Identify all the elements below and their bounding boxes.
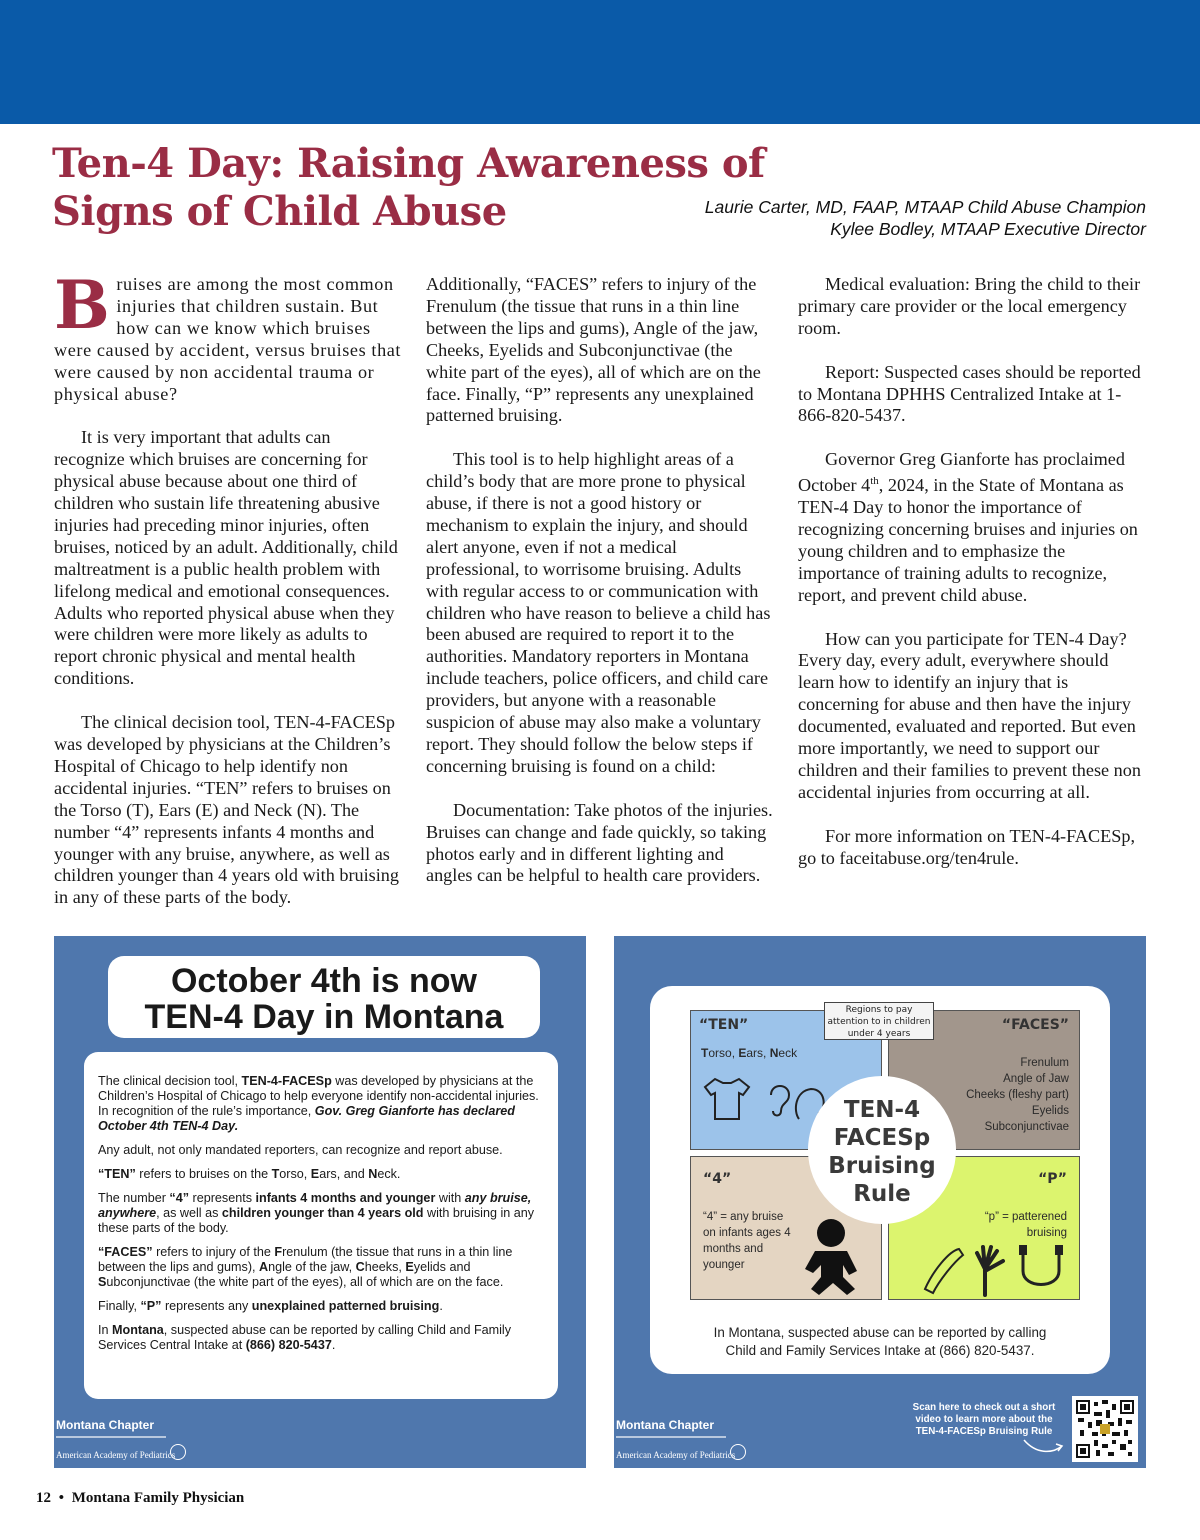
- text-run: eck: [778, 1046, 798, 1060]
- paragraph: [798, 449, 1146, 606]
- text-run-bold: C: [355, 1260, 365, 1274]
- superscript: th: [870, 475, 879, 488]
- text-run: yelids and: [413, 1260, 471, 1274]
- poster-textbox: [84, 1052, 558, 1399]
- ten-text: [701, 1045, 797, 1061]
- text-run: heeks,: [364, 1260, 406, 1274]
- text-run: was developed by physicians at the Children’s Hospital of Chicago to help everyone identify non-accidental injuries. In recognition of the rule’s importance,: [98, 1074, 539, 1118]
- qr-code[interactable]: [1072, 1396, 1138, 1462]
- text-run: with: [435, 1191, 465, 1205]
- faces-item: Angle of Jaw: [1003, 1073, 1069, 1085]
- title-line-1: Ten-4 Day: Raising Awareness of: [52, 140, 765, 187]
- four-title: “4”: [703, 1171, 732, 1187]
- paragraph: The clinical decision tool, TEN-4-FACESp was developed by physicians at the Children’s Hospital of Chicago to help identify non accidental injuries. “TEN” refers to bruises on the Torso (T), Ears (E) and Neck (N). The number “4” represents infants 4 months and younger with any bruise, anywhere, as well as children younger than 4 years old with bruising in any of these parts of the body.: [54, 712, 399, 908]
- chapter-logo: [56, 1418, 196, 1460]
- text-run-bold: children younger than 4 years old: [221, 1206, 424, 1220]
- text-run: eck.: [377, 1167, 401, 1181]
- regions-note: Regions to pay attention to in children under 4 years: [824, 1002, 934, 1040]
- poster-banner: [108, 956, 540, 1038]
- chapter-name: Montana Chapter: [56, 1418, 155, 1432]
- chapter-logo: [616, 1418, 756, 1460]
- page-number: 12: [36, 1490, 51, 1506]
- text-run: The number: [98, 1191, 170, 1205]
- author-1: Laurie Carter, MD, FAAP, MTAAP Child Abuse Champion: [704, 197, 1146, 217]
- p-title: “P”: [1038, 1171, 1067, 1187]
- text-run-bold: S: [98, 1275, 107, 1289]
- text-run-bold: N: [368, 1167, 378, 1181]
- patterned-objects-icon: [919, 1241, 1069, 1297]
- poster-paragraph: [98, 1191, 542, 1236]
- text-run: .: [331, 1338, 336, 1352]
- drop-cap: B: [54, 266, 111, 344]
- text-run-bold-italic: any bruise, anywhere: [98, 1191, 532, 1220]
- faces-item: Frenulum: [1020, 1057, 1069, 1069]
- aap-name: American Academy of Pediatrics: [616, 1450, 736, 1460]
- text-run: ubconjunctivae (the white part of the eyes), all of which are on the face.: [106, 1275, 504, 1289]
- poster-paragraph: [98, 1245, 542, 1290]
- article-column-3: [798, 274, 1146, 891]
- center-line: Bruising: [828, 1153, 936, 1179]
- faces-item: Eyelids: [1031, 1105, 1069, 1117]
- text-run-bold: (866) 820-5437: [245, 1338, 332, 1352]
- text-run: , as well as: [156, 1206, 222, 1220]
- ten4-day-poster: [54, 936, 586, 1468]
- poster-paragraph: [98, 1299, 542, 1314]
- text-run: .: [439, 1299, 443, 1313]
- article-column-2: [426, 274, 774, 909]
- paragraph: For more information on TEN-4-FACESp, go to faceitabuse.org/ten4rule.: [798, 825, 1136, 868]
- article-title: [52, 140, 772, 236]
- publication-name: Montana Family Physician: [71, 1490, 245, 1506]
- paragraph: Documentation: Take photos of the injuries. Bruises can change and fade quickly, so taking photos early and in different lighting and angles can be helpful to health care providers.: [426, 799, 773, 886]
- four-text: “4” = any bruise on infants ages 4 months and younger: [703, 1211, 791, 1271]
- paragraph: This tool is to help highlight areas of a child’s body that are more prone to physical abuse, if there is not a good history or mechanism to explain the injury, and should alert anyone, even if not a medical professional, to worrisome bruising. Adults with regular access to or communication with children who have reason to believe a child has been abused are required to report it to the authorities. Mandatory reporters in Montana include teachers, police officers, and child care providers, but anyone with a reasonable suspicion of abuse may also make a voluntary report. They should follow the below steps if concerning bruising is found on a child:: [426, 449, 771, 776]
- text-run-bold: Montana: [112, 1323, 164, 1337]
- text-run-bold: “FACES”: [98, 1245, 153, 1259]
- text-run-bold: N: [769, 1046, 779, 1060]
- text-run-bold: E: [738, 1046, 747, 1060]
- author-byline: [705, 196, 1146, 240]
- text-run-bold: E: [405, 1260, 414, 1274]
- author-2: Kylee Bodley, MTAAP Executive Director: [830, 219, 1146, 239]
- logo-divider: [56, 1436, 166, 1438]
- article-column-1: [54, 266, 402, 931]
- text-run-bold-italic: Gov. Greg Gianforte has declared October 4th TEN-4 Day.: [98, 1104, 515, 1133]
- center-line: TEN-4: [843, 1097, 921, 1123]
- lead-text: ruises are among the most common injuries that children sustain. But how can we know which bruises were caused by accident, versus bruises that were caused by non accidental trauma or physical abuse?: [54, 274, 402, 404]
- faces-list: [966, 1055, 1069, 1135]
- center-line: Rule: [853, 1181, 911, 1207]
- faces-title: “FACES”: [1001, 1017, 1069, 1033]
- top-color-bar: [0, 0, 1200, 124]
- text-run-bold: unexplained patterned bruising: [251, 1299, 440, 1313]
- text-run-bold: TEN-4-FACESp: [241, 1074, 332, 1088]
- paragraph: Additionally, “FACES” refers to injury of the Frenulum (the tissue that runs in a thin line between the lips and gums), Angle of the jaw, Cheeks, Eyelids and Subconjunctivae (the white part of the eyes), all of which are on the face. Finally, “P” represents any unexplained patterned bruising.: [426, 274, 761, 426]
- text-run: ars,: [746, 1046, 770, 1060]
- text-run: represents: [189, 1191, 256, 1205]
- paragraph: How can you participate for TEN-4 Day? Every day, every adult, everywhere should learn how to identify an injury that is concerning for abuse and then have the injury documented, evaluated and reported. But even more importantly, we need to support our children and their families to prevent these non accidental injuries from occurring at all.: [798, 628, 1141, 802]
- text-run: with bruising in any these parts of the body.: [98, 1206, 535, 1235]
- rule-diagram: [650, 986, 1110, 1374]
- scan-instructions: Scan here to check out a short video to learn more about the TEN-4-FACESp Bruising Rule: [912, 1402, 1056, 1437]
- lead-paragraph: [54, 266, 402, 405]
- report-line: Child and Family Services Intake at (866) 820-5437.: [725, 1343, 1035, 1358]
- text-run-bold: “4”: [169, 1191, 190, 1205]
- text-run-bold: E: [310, 1167, 320, 1181]
- text-run: orso,: [708, 1046, 739, 1060]
- qr-code-icon: [1076, 1400, 1134, 1458]
- paragraph: Report: Suspected cases should be reported to Montana DPHHS Centralized Intake at 1-866-820-5437.: [798, 361, 1141, 426]
- p-text: “p” = patterened bruising: [984, 1211, 1067, 1239]
- text-run: , 2024, in the State of Montana as TEN-4 Day to honor the importance of recognizing concerning bruises and injuries on young children and to emphasize the importance of training adults to recognize, report, and prevent child abuse.: [798, 475, 1138, 605]
- text-run: The clinical decision tool,: [98, 1074, 242, 1088]
- paragraph: It is very important that adults can recognize which bruises are concerning for physical abuse because about one third of children who sustain life threatening abusive injuries had preceding minor injuries, often bruises, noticed by an adult. Additionally, child maltreatment is a public health problem with lifelong medical and emotional consequences. Adults who reported physical abuse when they were children were more likely as adults to report chronic physical and mental health conditions.: [54, 427, 398, 689]
- poster-paragraph: [98, 1323, 542, 1353]
- aap-seal-icon: [170, 1444, 186, 1460]
- text-run-bold: “P”: [140, 1299, 162, 1313]
- arrow-icon: [1022, 1436, 1066, 1456]
- text-run: ngle of the jaw,: [268, 1260, 356, 1274]
- poster-paragraph: [98, 1074, 542, 1134]
- chapter-name: Montana Chapter: [616, 1418, 715, 1432]
- aap-name: American Academy of Pediatrics: [56, 1450, 176, 1460]
- text-run-bold: A: [259, 1260, 269, 1274]
- footer-bullet: •: [58, 1490, 65, 1506]
- banner-line-1: October 4th is now: [170, 962, 478, 1000]
- center-title: [808, 1096, 956, 1208]
- aap-seal-icon: [730, 1444, 746, 1460]
- text-run: ars, and: [319, 1167, 369, 1181]
- text-run: Finally,: [98, 1299, 141, 1313]
- faces-item: Cheeks (fleshy part): [966, 1089, 1069, 1101]
- text-run: orso,: [279, 1167, 311, 1181]
- text-run: represents any: [161, 1299, 252, 1313]
- text-run: In: [98, 1323, 113, 1337]
- ten-title: “TEN”: [699, 1017, 749, 1033]
- text-run-bold: “TEN”: [98, 1167, 136, 1181]
- poster-paragraph: [98, 1167, 542, 1182]
- text-run-bold: F: [274, 1245, 283, 1259]
- paragraph: Medical evaluation: Bring the child to their primary care provider or the local emergency room.: [798, 274, 1141, 338]
- banner-line-2: TEN-4 Day in Montana: [144, 998, 504, 1036]
- poster-paragraph: Any adult, not only mandated reporters, can recognize and report abuse.: [98, 1143, 503, 1157]
- text-run: refers to bruises on the: [135, 1167, 272, 1181]
- text-run-bold: T: [701, 1046, 709, 1060]
- text-run-bold: infants 4 months and younger: [255, 1191, 436, 1205]
- text-run: renulum (the tissue that runs in a thin line between the lips and gums),: [98, 1245, 513, 1274]
- title-line-2: Signs of Child Abuse: [52, 188, 507, 235]
- faces-item: Subconjunctivae: [984, 1121, 1069, 1133]
- center-line: FACESp: [833, 1125, 931, 1151]
- text-run: Governor Greg Gianforte has proclaimed October 4: [798, 449, 1125, 496]
- infant-icon: [791, 1217, 871, 1297]
- logo-divider: [616, 1436, 726, 1438]
- report-note: [650, 1324, 1110, 1360]
- text-run: refers to injury of the: [152, 1245, 275, 1259]
- bruising-rule-poster: [614, 936, 1146, 1468]
- page-footer: [36, 1490, 244, 1507]
- report-line: In Montana, suspected abuse can be reported by calling: [713, 1325, 1047, 1340]
- text-run-bold: T: [271, 1167, 280, 1181]
- text-run: , suspected abuse can be reported by calling Child and Family Services Central Intake at: [98, 1323, 512, 1352]
